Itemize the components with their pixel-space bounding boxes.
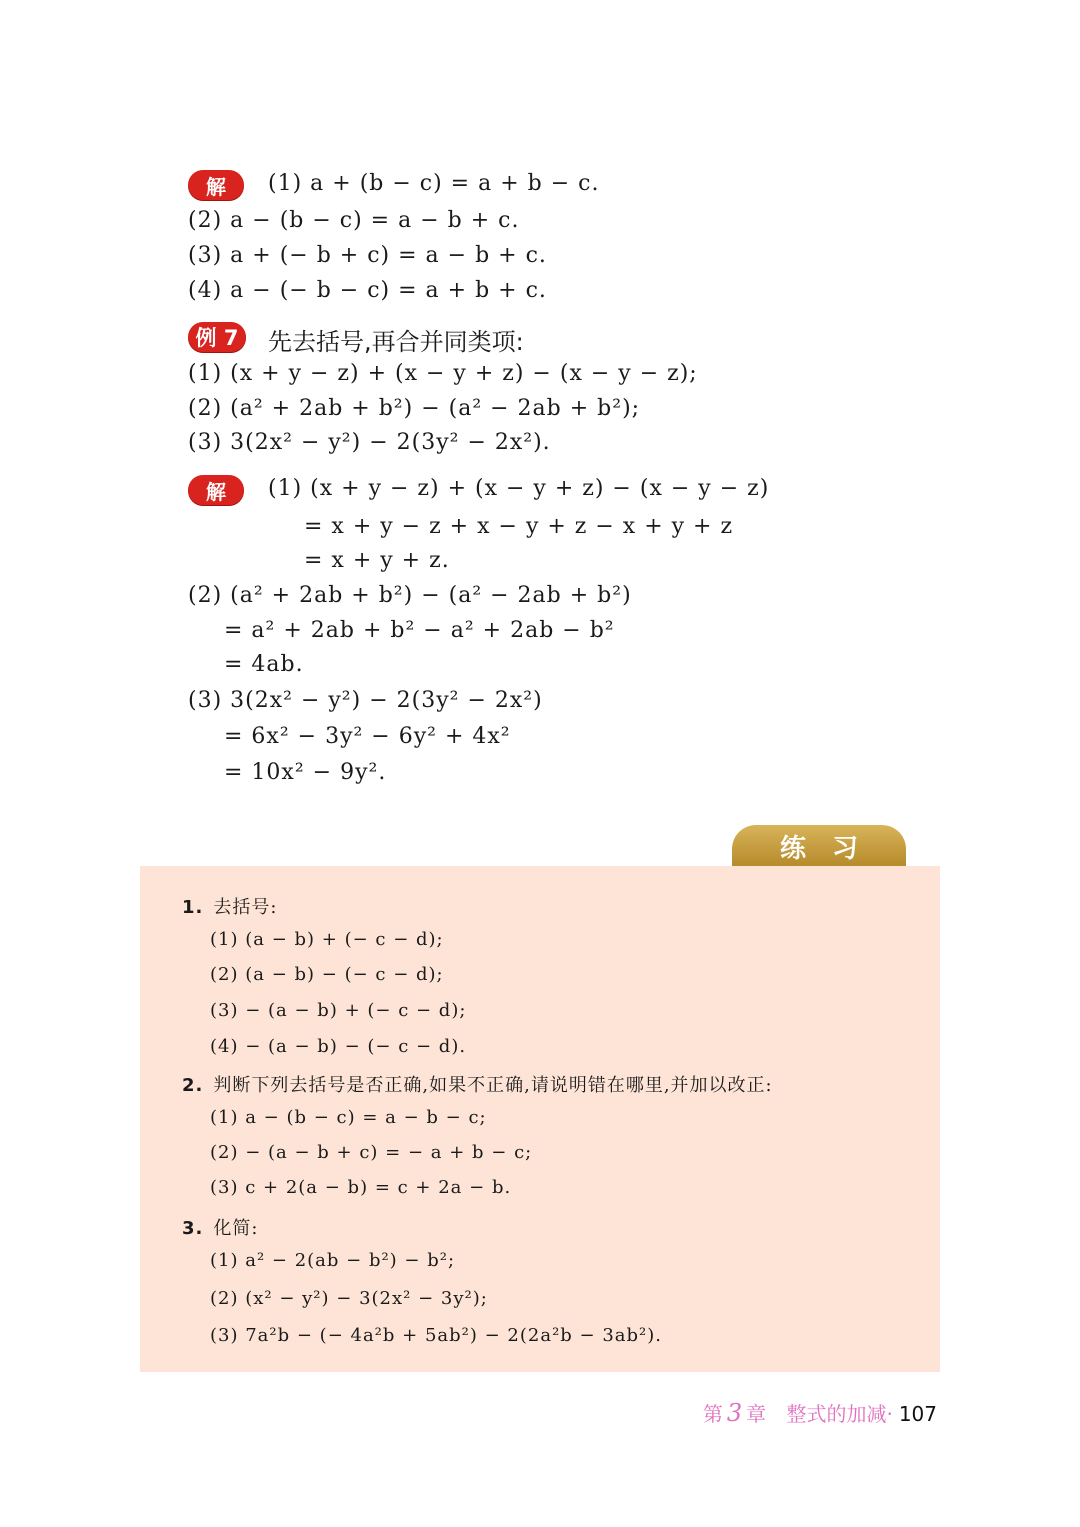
solution-line: = x + y + z. [304, 548, 450, 573]
solution-badge: 解 [188, 475, 244, 505]
practice-question [182, 893, 277, 919]
question-number: 3. [182, 1218, 204, 1239]
practice-question [182, 1214, 258, 1240]
solution-line: = 6x² − 3y² − 6y² + 4x² [224, 724, 511, 749]
chapter-number: 3 [726, 1399, 743, 1427]
practice-item: (1) (a − b) + (− c − d); [210, 929, 444, 950]
practice-item: (4) − (a − b) − (− c − d). [210, 1036, 467, 1057]
solution-line: = a² + 2ab + b² − a² + 2ab − b² [224, 618, 615, 643]
example-item: (1) (x + y − z) + (x − y + z) − (x − y − z); [188, 361, 698, 386]
solution-line: = x + y − z + x − y + z − x + y + z [304, 514, 734, 539]
example-item: (3) 3(2x² − y²) − 2(3y² − 2x²). [188, 430, 551, 455]
question-title: 去括号: [213, 897, 278, 918]
chapter-suffix: 章 [746, 1402, 767, 1426]
solution-line: = 4ab. [224, 652, 304, 677]
solution-line: (4) a − (− b − c) = a + b + c. [188, 278, 547, 303]
example-item: (2) (a² + 2ab + b²) − (a² − 2ab + b²); [188, 396, 641, 421]
solution-line: (2) a − (b − c) = a − b + c. [188, 208, 520, 233]
practice-item: (2) − (a − b + c) = − a + b − c; [210, 1142, 533, 1163]
solution-badge: 解 [188, 170, 244, 200]
practice-item: (2) (a − b) − (− c − d); [210, 964, 444, 985]
practice-item: (3) − (a − b) + (− c − d); [210, 1000, 467, 1021]
question-title: 判断下列去括号是否正确,如果不正确,请说明错在哪里,并加以改正: [213, 1075, 773, 1096]
practice-item: (1) a² − 2(ab − b²) − b²; [210, 1250, 456, 1271]
practice-question [182, 1071, 773, 1097]
practice-tab: 练习 [732, 825, 906, 867]
chapter-title: 整式的加减· [786, 1402, 893, 1426]
solution-line: = 10x² − 9y². [224, 760, 387, 785]
question-number: 1. [182, 897, 204, 918]
example-title: 先去括号,再合并同类项: [268, 328, 524, 356]
solution-line: (1) (x + y − z) + (x − y + z) − (x − y − z) [268, 476, 770, 501]
solution-line: (3) 3(2x² − y²) − 2(3y² − 2x²) [188, 688, 543, 713]
solution-line: (2) (a² + 2ab + b²) − (a² − 2ab + b²) [188, 583, 632, 608]
page-number: 107 [898, 1402, 937, 1426]
question-number: 2. [182, 1075, 204, 1096]
question-title: 化简: [213, 1218, 259, 1239]
solution-line: (1) a + (b − c) = a + b − c. [268, 171, 600, 196]
chapter-prefix: 第 [702, 1402, 723, 1426]
solution-line: (3) a + (− b + c) = a − b + c. [188, 243, 547, 268]
example-badge: 例 7 [188, 322, 246, 352]
practice-item: (3) 7a²b − (− 4a²b + 5ab²) − 2(2a²b − 3ab²). [210, 1325, 662, 1346]
practice-item: (3) c + 2(a − b) = c + 2a − b. [210, 1177, 512, 1198]
page-footer [703, 1398, 937, 1427]
practice-item: (2) (x² − y²) − 3(2x² − 3y²); [210, 1288, 488, 1309]
practice-item: (1) a − (b − c) = a − b − c; [210, 1107, 487, 1128]
